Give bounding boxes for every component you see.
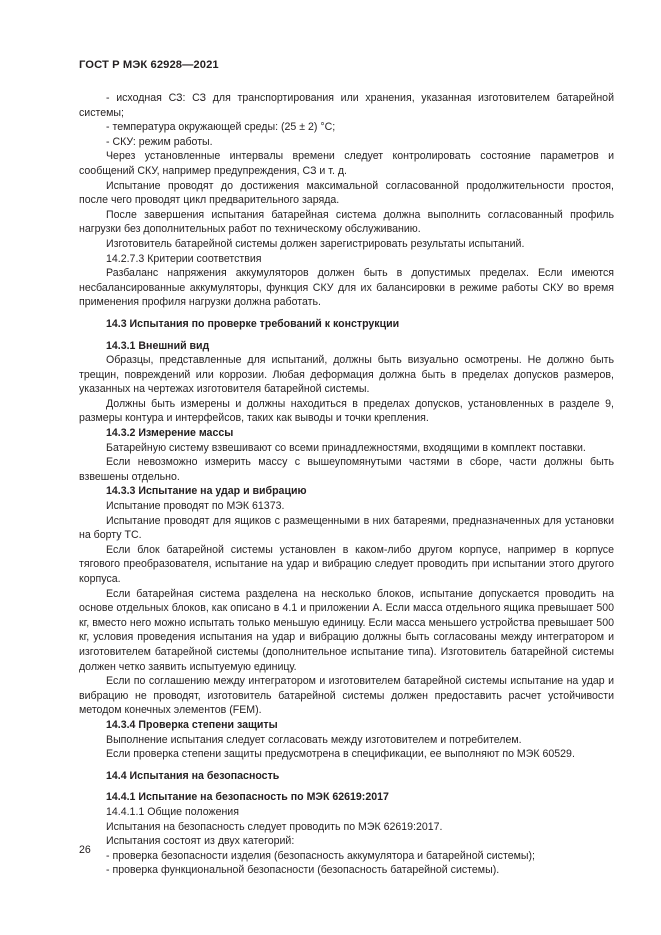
paragraph: Через установленные интервалы времени следует контролировать состояние параметров и сообщений СКУ, например предупреждения, СЗ и т. д. [79, 150, 614, 177]
document-body [79, 91, 614, 878]
paragraph: Испытание проводят для ящиков с размещенными в них батареями, предназначенных для установки на борту ТС. [79, 514, 614, 542]
subsection-heading: 14.2.7.3 Критерии соответствия [106, 252, 262, 265]
list-item: - температура окружающей среды: (25 ± 2) °С; [106, 121, 336, 134]
paragraph: Если по соглашению между интегратором и изготовителем батарейной системы испытание на удар и вибрацию не проводят, изготовитель батарейной системы должен предоставить расчет устойчивости методом конечных элементов (FEM). [79, 675, 614, 717]
subsection-heading: 14.3.3 Испытание на удар и вибрацию [106, 485, 307, 498]
standard-header: ГОСТ Р МЭК 62928—2021 [79, 59, 219, 71]
paragraph: Должны быть измерены и должны находиться в пределах допусков, установленных в разделе 9, размеры контура и интерфейсов, таких как выводы и точки крепления. [79, 397, 614, 425]
paragraph: Испытание проводят по МЭК 61373. [106, 500, 285, 513]
subsection-heading: 14.4.1 Испытание на безопасность по МЭК 62619:2017 [106, 791, 389, 804]
list-item: - проверка безопасности изделия (безопасность аккумулятора и батарейной системы); [106, 849, 535, 862]
subsection-heading: 14.3.4 Проверка степени защиты [106, 718, 278, 731]
subsection-heading: 14.4.1.1 Общие положения [106, 805, 239, 818]
subsection-heading: 14.3.2 Измерение массы [106, 427, 234, 440]
section-heading: 14.3 Испытания по проверке требований к конструкции [106, 317, 400, 330]
paragraph: Если проверка степени защиты предусмотрена в спецификации, ее выполняют по МЭК 60529. [106, 748, 575, 761]
paragraph: Если невозможно измерить массу с вышеупомянутыми частями в сборе, части должны быть взвешены отдельно. [79, 456, 614, 483]
list-item: - проверка функциональной безопасности (безопасность батарейной системы). [106, 864, 500, 877]
section-heading: 14.4 Испытания на безопасность [106, 769, 280, 782]
paragraph: Батарейную систему взвешивают со всеми принадлежностями, входящими в комплект поставки. [106, 441, 586, 454]
paragraph: Испытание проводят до достижения максимальной согласованной продолжительности простоя, после чего проводят цикл предварительного заряда. [79, 179, 614, 207]
page-number: 26 [79, 844, 91, 856]
paragraph: Если блок батарейной системы установлен в каком-либо другом корпусе, например в корпусе тягового преобразователя, испытание на удар и вибрацию следует проводить при испытании этого другого корпуса. [79, 543, 614, 585]
paragraph: Изготовитель батарейной системы должен зарегистрировать результаты испытаний. [106, 237, 525, 250]
paragraph: Выполнение испытания следует согласовать между изготовителем и потребителем. [106, 733, 522, 746]
paragraph: После завершения испытания батарейная система должна выполнить согласованный профиль нагрузки без дополнительных работ по техническому обслуживанию. [79, 208, 614, 236]
list-item: - исходная СЗ: СЗ для транспортирования или хранения, указанная изготовителем батарейной системы; [79, 92, 614, 119]
paragraph: Если батарейная система разделена на несколько блоков, испытание допускается проводить на основе отдельных блоков, как описано в 4.1 и приложении А. Если масса отдельного ящика превышает 500 кг, вместо него можно испытать только меньшую единицу. Если масса меньшего устройства превышает 500 кг, условия проведения испытания на удар и вибрацию должны быть согласованы между интегратором и изготовителем батарейной системы (дополнительное испытание типа). Изготовитель батарейной системы должен четко заявить испытуемую единицу. [79, 587, 614, 673]
subsection-heading: 14.3.1 Внешний вид [106, 339, 210, 352]
list-item: - СКУ: режим работы. [106, 135, 213, 148]
paragraph: Испытания состоят из двух категорий: [106, 835, 295, 848]
paragraph: Испытания на безопасность следует проводить по МЭК 62619:2017. [106, 820, 443, 833]
paragraph: Разбаланс напряжения аккумуляторов должен быть в допустимых пределах. Если имеются несбалансированные аккумуляторы, функция СКУ для их балансировки в режиме работы СКУ во время применения профиля нагрузки должна работать. [79, 267, 614, 309]
paragraph: Образцы, представленные для испытаний, должны быть визуально осмотрены. Не должно быть трещин, повреждений или коррозии. Любая деформация должна быть в пределах допусков размеров, указанных на чертежах изготовителя батарейной системы. [79, 354, 614, 396]
